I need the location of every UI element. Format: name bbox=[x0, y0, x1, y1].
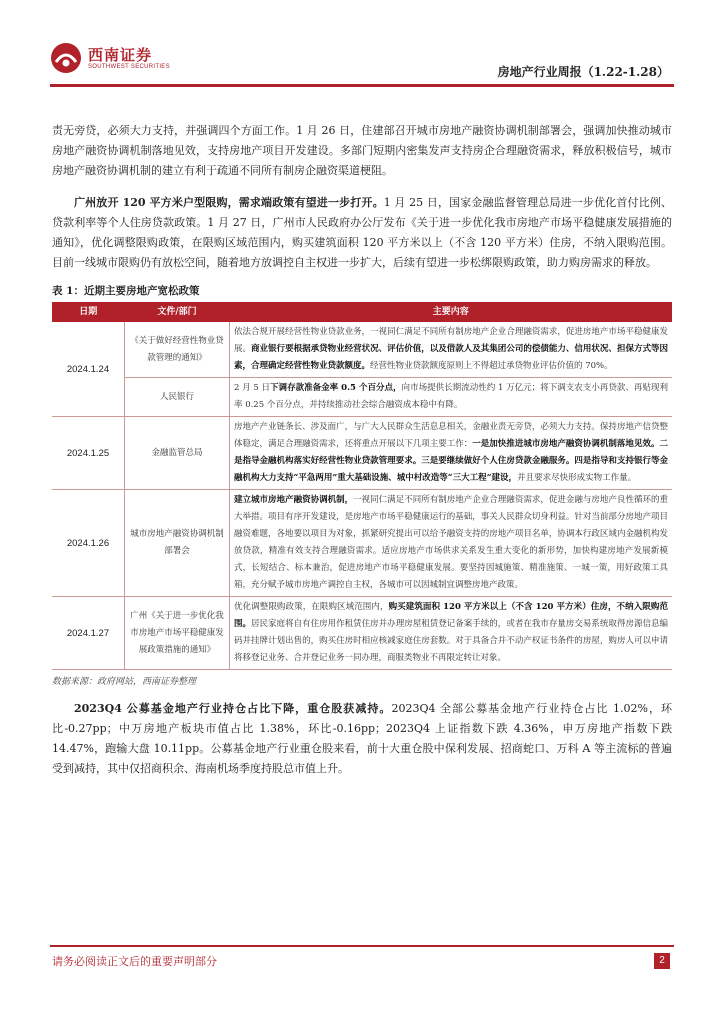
table-source: 数据来源：政府网站，西南证券整理 bbox=[52, 677, 197, 687]
row-detail: 依法合规开展经营性物业贷款业务，一视同仁满足不同所有制房地产企业合理融资需求，促进房地产市场平稳健康发展。商业银行要根据承贷物业经营状况、评估价值，以及借款人及其集团公司的偿债能力、信用状况、担保方式等因素，合理确定经营性物业贷款额度。经营性物业贷款额度原则上不得超过承贷物业评估价值的 70%。 bbox=[230, 322, 673, 378]
row-doc: 金融监管总局 bbox=[125, 417, 230, 490]
row-doc: 人民银行 bbox=[125, 378, 230, 417]
company-logo bbox=[50, 42, 180, 76]
row-doc: 《关于做好经营性物业贷款管理的通知》 bbox=[125, 322, 230, 378]
row-date: 2024.1.25 bbox=[52, 417, 125, 490]
paragraph-3 bbox=[52, 699, 672, 779]
logo-en-text: SOUTHWEST SECURITIES bbox=[88, 64, 170, 70]
paragraph-2 bbox=[52, 193, 672, 273]
page-number: 2 bbox=[654, 953, 670, 969]
row-date: 2024.1.26 bbox=[52, 490, 125, 597]
policy-table bbox=[52, 302, 672, 670]
row-doc: 城市房地产融资协调机制部署会 bbox=[125, 490, 230, 597]
paragraph-3-lead: 2023Q4 公募基金地产行业持仓占比下降，重仓股获减持。 bbox=[74, 702, 392, 715]
table-row bbox=[52, 378, 672, 417]
logo-cn-text: 西南证券 bbox=[88, 46, 153, 64]
paragraph-3-body: 2023Q4 全部公募基金地产行业持仓占比 1.02%，环比-0.27pp；中万房地产板块市值占比 1.38%，环比-0.16pp；2023Q4 上证指数下跌 4.36%，申万房地产指数下跌 14.47%，跑输大盘 10.11pp。公募基金地产行业重仓股来看，前十大重仓股中保利发展、招商蛇口、万科 A 等主流标的普遍受到减持，其中仅招商积余、海南机场季度持股总市值上升。 bbox=[52, 702, 672, 775]
logo-mark-icon bbox=[50, 42, 82, 74]
row-date: 2024.1.24 bbox=[52, 322, 125, 417]
row-date: 2024.1.27 bbox=[52, 597, 125, 670]
row-detail: 建立城市房地产融资协调机制，一视同仁满足不同所有制房地产企业合理融资需求，促进金融与房地产良性循环的重大举措。项目有序开发建设，是房地产市场平稳健康运行的基础，事关人民群众切身利益。针对当前部分房地产项目融资难题，各地要以项目为对象，抓紧研究提出可以给予融资支持的房地产项目名单，协调本行政区域内金融机构发放贷款，精准有效支持合理融资需求。适应房地产市场供求关系发生重大变化的新形势，加快构建房地产发展新模式，长短结合、标本兼治，促进房地产市场平稳健康发展。要坚持因城施策、精准施策、一城一策，用好政策工具箱，充分赋予城市房地产调控自主权，各城市可以因城制宜调整房地产政策。 bbox=[230, 490, 673, 597]
table-row bbox=[52, 322, 672, 378]
main-content bbox=[52, 121, 672, 779]
footer-divider bbox=[50, 945, 674, 947]
table-row bbox=[52, 597, 672, 670]
header-detail: 主要内容 bbox=[230, 302, 673, 322]
paragraph-1: 责无旁贷，必须大力支持，并强调四个方面工作。1 月 26 日，住建部召开城市房地产融资协调机制部署会，强调加快推动城市房地产融资协调机制落地见效，支持房地产项目开发建设。多部门短期内密集发声支持房企合理融资需求，释放积极信号，城市房地产融资协调机制的建立有利于疏通不同所有制房企融资渠道梗阻。 bbox=[52, 124, 672, 177]
page-header bbox=[0, 0, 724, 90]
row-doc: 广州《关于进一步优化我市房地产市场平稳健康发展政策措施的通知》 bbox=[125, 597, 230, 670]
row-detail: 优化调整限购政策，在限购区域范围内，购买建筑面积 120 平方米以上（不含 120 平方米）住房，不纳入限购范围。居民家庭将自有住房用作租赁住房并办理房屋租赁登记备案手续的，或者在我市存量房交易系统取得房源信息编码并挂牌计划出售的，购买住房时相应核减家庭住房套数。对于具备合并不动产权证书条件的房屋，购房人可以申请将移登记业务、合并登记业务一同办理，商服类物业不再限定转让对象。 bbox=[230, 597, 673, 670]
paragraph-2-body: 1 月 25 日，国家金融监督管理总局进一步优化首付比例、贷款利率等个人住房贷款政策。1 月 27 日，广州市人民政府办公厅发布《关于进一步优化我市房地产市场平稳健康发展措施的通知》，优化调整限购政策，在限购区域范围内，购买建筑面积 120 平方米以上（不含 120 平方米）住房，不纳入限购范围。目前一线城市限购仍有放松空间，随着地方放调控自主权进一步扩大，后续有望进一步松绑限购政策，助力购房需求的释放。 bbox=[52, 196, 672, 269]
row-detail: 2 月 5 日下调存款准备金率 0.5 个百分点，向市场提供长期流动性约 1 万亿元；将下调支农支小再贷款、再贴现利率 0.25 个百分点，并持续推动社会综合融资成本稳中有降。 bbox=[230, 378, 673, 417]
paragraph-2-lead: 广州放开 120 平方米户型限购，需求端政策有望进一步打开。 bbox=[74, 196, 384, 209]
table-row bbox=[52, 490, 672, 597]
table-row bbox=[52, 417, 672, 490]
header-divider bbox=[50, 84, 674, 87]
row-detail: 房地产产业链条长、涉及面广，与广大人民群众生活息息相关，金融业责无旁贷，必须大力支持。保持房地产信贷整体稳定，满足合理融资需求，还将重点开展以下几项主要工作：一是加快推进城市房地产融资协调机制落地见效。二是指导金融机构落实好经营性物业贷款管理要求。三是要继续做好个人住房贷款金融服务。四是指导和支持银行等金融机构大力支持“平急两用”重大基础设施、城中村改造等“三大工程”建设，并且要求尽快形成实物工作量。 bbox=[230, 417, 673, 490]
report-title: 房地产行业周报（1.22-1.28） bbox=[497, 65, 669, 79]
header-date: 日期 bbox=[52, 302, 125, 322]
table-title: 表 1：近期主要房地产宽松政策 bbox=[52, 285, 200, 297]
table-header-row bbox=[52, 302, 672, 322]
header-doc: 文件/部门 bbox=[125, 302, 230, 322]
footer-disclaimer: 请务必阅读正文后的重要声明部分 bbox=[52, 955, 217, 968]
